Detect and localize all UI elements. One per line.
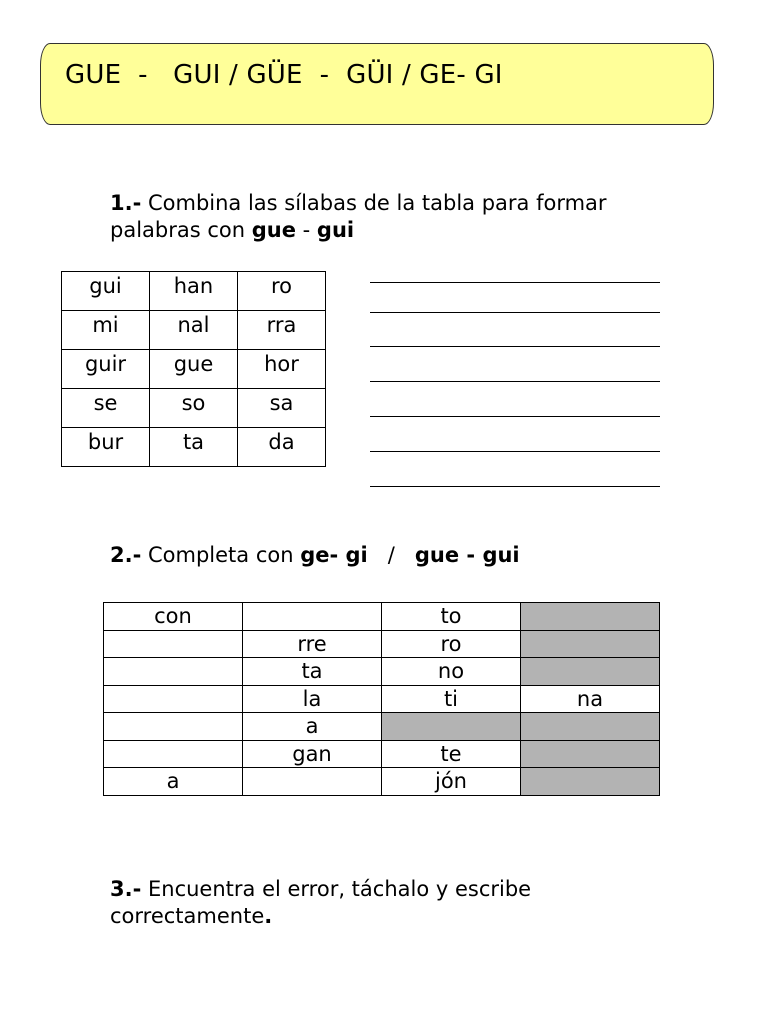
table-row — [104, 603, 660, 631]
completion-cell: a — [243, 713, 382, 741]
title-banner — [40, 43, 714, 125]
exercise-2-text: Completa con — [141, 543, 301, 567]
syllable-cell: han — [150, 272, 238, 311]
syllable-table — [61, 271, 326, 467]
answer-line[interactable] — [370, 346, 660, 347]
exercise-2-bold-ge-gi: ge- gi — [300, 543, 368, 567]
table-row — [62, 428, 326, 467]
answer-line[interactable] — [370, 312, 660, 313]
exercise-1-number: 1.- — [110, 191, 142, 215]
completion-cell: ta — [243, 658, 382, 686]
shaded-cell — [521, 740, 660, 768]
shaded-cell — [521, 768, 660, 796]
syllable-cell: so — [150, 389, 238, 428]
exercise-2-bold-gue-gui: gue - gui — [414, 543, 520, 567]
syllable-cell: rra — [238, 311, 326, 350]
syllable-cell: ta — [150, 428, 238, 467]
completion-blank-cell[interactable] — [104, 713, 243, 741]
exercise-1-text: Combina las sílabas de la tabla para formar palabras con — [110, 191, 607, 242]
exercise-1-bold-gue: gue — [251, 218, 296, 242]
table-row — [104, 658, 660, 686]
completion-blank-cell[interactable] — [243, 603, 382, 631]
syllable-cell: nal — [150, 311, 238, 350]
shaded-cell — [382, 713, 521, 741]
syllable-cell: mi — [62, 311, 150, 350]
table-row — [104, 713, 660, 741]
completion-cell: no — [382, 658, 521, 686]
exercise-1-bold-gui: gui — [316, 218, 355, 242]
exercise-1-instruction — [110, 190, 630, 244]
shaded-cell — [521, 603, 660, 631]
exercise-2-instruction — [110, 542, 520, 569]
exercise-1-sep: - — [295, 218, 317, 242]
exercise-3-text: Encuentra el error, táchalo y escribe correctamente — [110, 877, 532, 928]
completion-cell: te — [382, 740, 521, 768]
syllable-cell: sa — [238, 389, 326, 428]
completion-cell: to — [382, 603, 521, 631]
syllable-cell: bur — [62, 428, 150, 467]
completion-table — [103, 602, 660, 796]
syllable-cell: gue — [150, 350, 238, 389]
completion-blank-cell[interactable] — [104, 740, 243, 768]
completion-cell: ti — [382, 685, 521, 713]
answer-line[interactable] — [370, 282, 660, 283]
completion-cell: gan — [243, 740, 382, 768]
completion-cell: na — [521, 685, 660, 713]
exercise-2-sep: / — [367, 543, 415, 567]
exercise-3-period: . — [264, 904, 273, 928]
table-row — [62, 350, 326, 389]
completion-blank-cell[interactable] — [104, 658, 243, 686]
syllable-cell: ro — [238, 272, 326, 311]
table-row — [62, 272, 326, 311]
completion-cell: ro — [382, 630, 521, 658]
syllable-cell: guir — [62, 350, 150, 389]
exercise-2-number: 2.- — [110, 543, 142, 567]
completion-cell: jón — [382, 768, 521, 796]
table-row — [104, 768, 660, 796]
syllable-cell: se — [62, 389, 150, 428]
page-title: GUE - GUI / GÜE - GÜI / GE- GI — [65, 60, 503, 90]
syllable-cell: gui — [62, 272, 150, 311]
table-row — [104, 740, 660, 768]
completion-blank-cell[interactable] — [104, 630, 243, 658]
answer-line[interactable] — [370, 451, 660, 452]
table-row — [104, 630, 660, 658]
completion-cell: con — [104, 603, 243, 631]
shaded-cell — [521, 713, 660, 741]
table-row — [104, 685, 660, 713]
exercise-3-instruction — [110, 876, 630, 930]
shaded-cell — [521, 630, 660, 658]
completion-blank-cell[interactable] — [104, 685, 243, 713]
answer-line[interactable] — [370, 486, 660, 487]
completion-cell: a — [104, 768, 243, 796]
answer-line[interactable] — [370, 381, 660, 382]
completion-cell: rre — [243, 630, 382, 658]
shaded-cell — [521, 658, 660, 686]
table-row — [62, 389, 326, 428]
exercise-3-number: 3.- — [110, 877, 142, 901]
syllable-cell: da — [238, 428, 326, 467]
completion-blank-cell[interactable] — [243, 768, 382, 796]
syllable-cell: hor — [238, 350, 326, 389]
table-row — [62, 311, 326, 350]
completion-cell: la — [243, 685, 382, 713]
answer-line[interactable] — [370, 416, 660, 417]
